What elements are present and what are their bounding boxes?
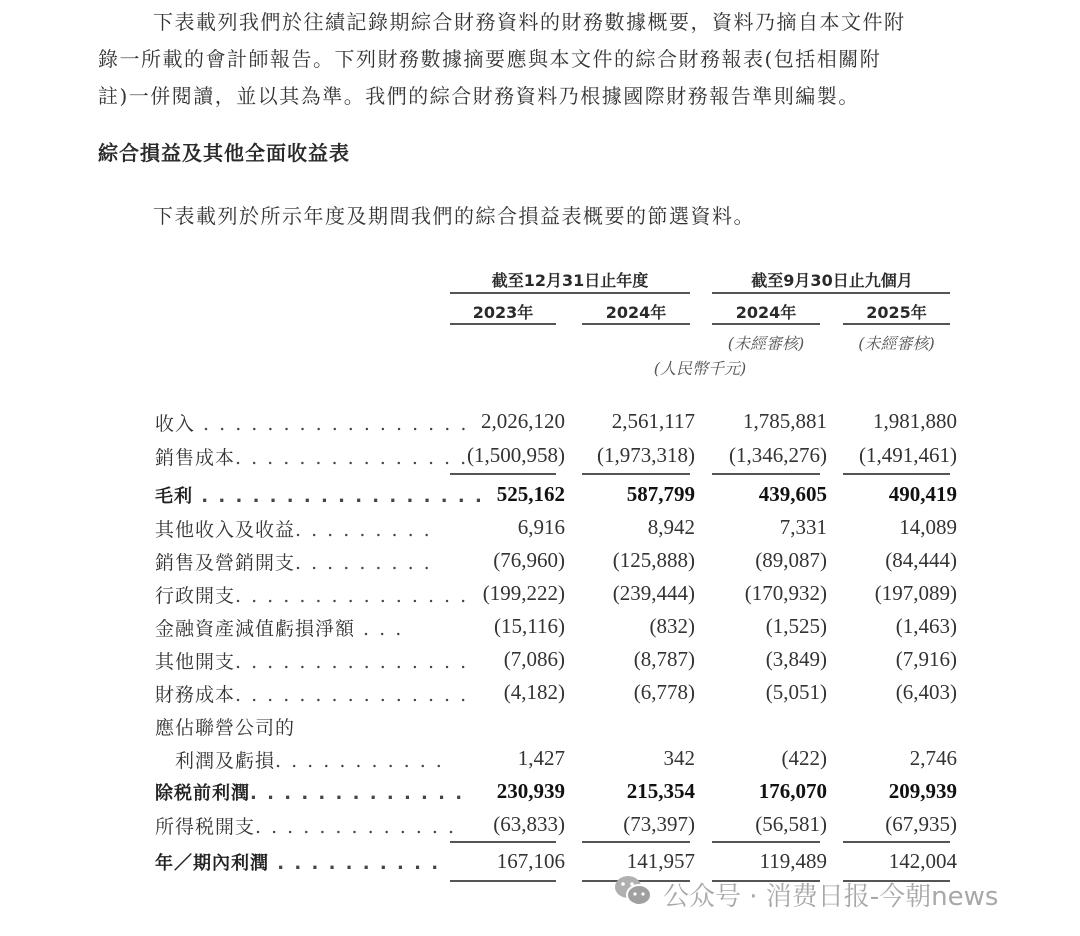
table-row-revenue: 收入 . . . . . . . . . . . . . . . . . 2,026,120 2,561,117 1,785,881 1,981,880 — [155, 409, 957, 435]
table-row-profit-before-tax: 除税前利潤. . . . . . . . . . . . . 230,939 215,354 176,070 209,939 — [155, 779, 957, 804]
column-rule — [582, 323, 690, 325]
table-row-finance-costs: 財務成本. . . . . . . . . . . . . . . (4,182) (6,778) (5,051) (6,403) — [155, 680, 957, 706]
table-intro: 下表載列於所示年度及期間我們的綜合損益表概要的節選資料。 — [153, 204, 755, 228]
unaudited-note: (未經審核) — [858, 334, 935, 353]
subtotal-rule — [450, 473, 556, 475]
column-rule — [712, 323, 820, 325]
header-rule — [712, 292, 950, 294]
table-row-selling-expenses: 銷售及營銷開支. . . . . . . . . (76,960) (125,888) (89,087) (84,444) — [155, 548, 957, 574]
table-row-admin-expenses: 行政開支. . . . . . . . . . . . . . . (199,222) (239,444) (170,932) (197,089) — [155, 581, 957, 607]
table-row-other-income: 其他收入及收益. . . . . . . . . 6,916 8,942 7,331 14,089 — [155, 515, 957, 541]
subtotal-rule — [843, 841, 950, 843]
subtotal-rule — [712, 841, 820, 843]
table-row-associates-heading: 應佔聯營公司的 — [155, 717, 296, 739]
unit-note: (人民幣千元) — [653, 359, 747, 378]
column-rule — [450, 323, 556, 325]
table-row-gross-profit: 毛利 . . . . . . . . . . . . . . . . . 525,162 587,799 439,605 490,419 — [155, 482, 957, 507]
table-row-impairment: 金融資產減值虧損淨額 . . . (15,116) (832) (1,525) (1,463) — [155, 614, 957, 640]
unaudited-note: (未經審核) — [727, 334, 805, 353]
intro-line-3: 註)一併閱讀，並以其為準。我們的綜合財務資料乃根據國際財務報告準則編製。 — [98, 84, 860, 108]
intro-paragraph — [98, 4, 958, 115]
table-row-profit-for-period: 年／期內利潤 . . . . . . . . . . 167,106 141,957 119,489 142,004 — [155, 849, 957, 874]
column-header-2024: 2024年 — [605, 303, 667, 322]
column-rule — [843, 323, 950, 325]
column-header-2023: 2023年 — [472, 303, 534, 322]
section-title: 綜合損益及其他全面收益表 — [98, 141, 350, 165]
watermark — [613, 874, 998, 915]
wechat-icon — [613, 874, 653, 915]
group-header-fiscal-year: 截至12月31日止年度 — [491, 271, 649, 290]
intro-line-1: 下表載列我們於往績記錄期綜合財務資料的財務數據概要，資料乃摘自本文件附 — [153, 10, 906, 34]
subtotal-rule — [582, 473, 690, 475]
table-row-share-of-associates: 利潤及虧損. . . . . . . . . . . 1,427 342 (422) 2,746 — [175, 746, 957, 772]
intro-line-2: 錄一所載的會計師報告。下列財務數據摘要應與本文件的綜合財務報表(包括相關附 — [98, 47, 882, 71]
header-rule — [450, 292, 690, 294]
watermark-text: 公众号 · 消费日报-今朝news — [663, 882, 999, 912]
column-header-2024-9m: 2024年 — [735, 303, 797, 322]
subtotal-rule — [843, 473, 950, 475]
group-header-nine-months: 截至9月30日止九個月 — [751, 271, 913, 290]
subtotal-rule — [582, 841, 690, 843]
subtotal-rule — [450, 841, 556, 843]
table-row-other-expenses: 其他開支. . . . . . . . . . . . . . . (7,086) (8,787) (3,849) (7,916) — [155, 647, 957, 673]
total-rule — [450, 880, 556, 882]
table-row-cost-of-sales: 銷售成本. . . . . . . . . . . . . . . (1,500,958) (1,973,318) (1,346,276) (1,491,461) — [155, 443, 957, 469]
table-row-income-tax: 所得税開支. . . . . . . . . . . . . (63,833) (73,397) (56,581) (67,935) — [155, 812, 957, 838]
subtotal-rule — [712, 473, 820, 475]
column-header-2025-9m: 2025年 — [866, 303, 927, 322]
